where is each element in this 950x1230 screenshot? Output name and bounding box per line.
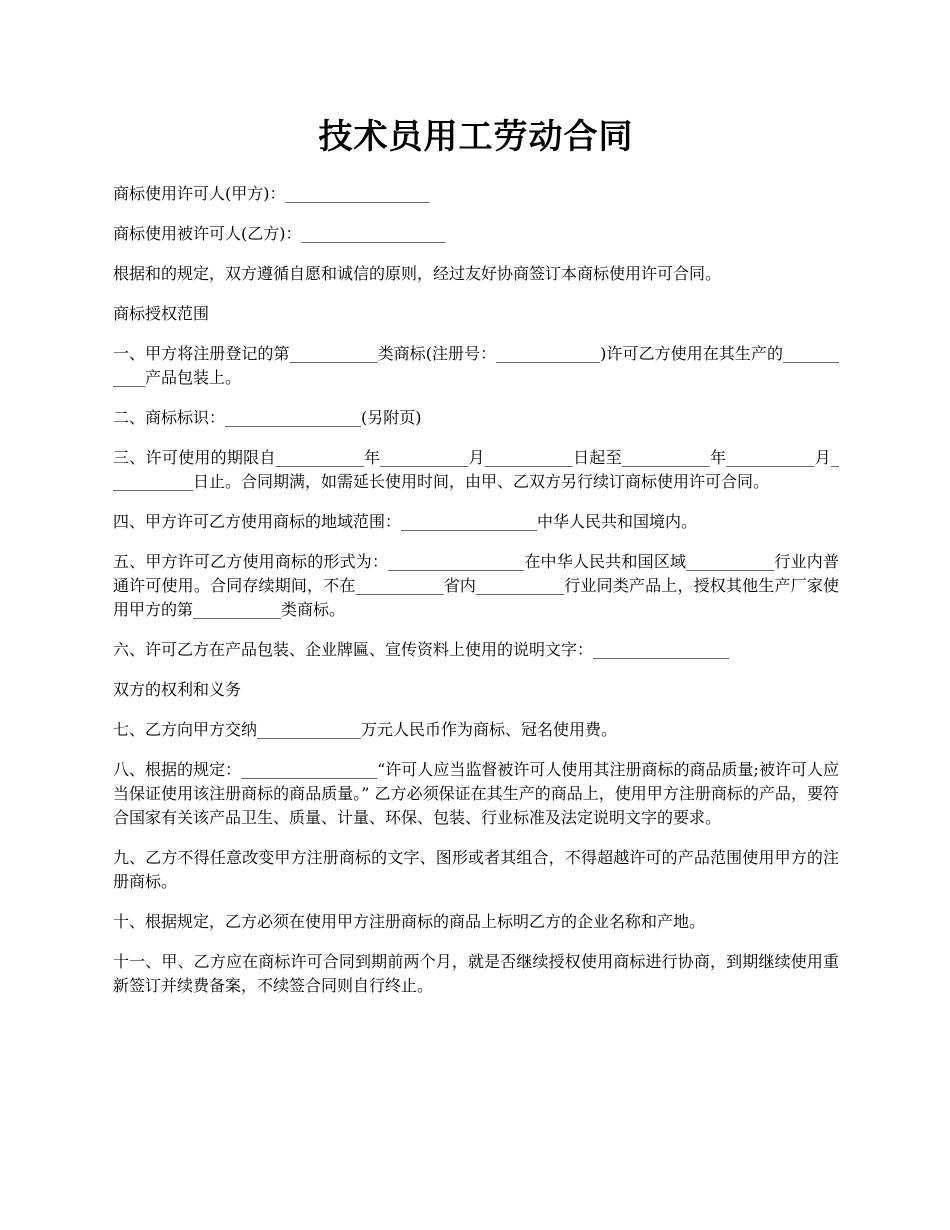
clause-11: 十一、甲、乙方应在商标许可合同到期前两个月，就是否继续授权使用商标进行协商，到期继续使用重新签订并续费备案，不续签合同则自行终止。 [113, 952, 839, 995]
clause-10: 十、根据规定，乙方必须在使用甲方注册商标的商品上标明乙方的企业名称和产地。 [113, 912, 706, 931]
clause-6: 六、许可乙方在产品包装、企业牌匾、宣传资料上使用的说明文字：_________________ [113, 640, 730, 659]
clause-1: 一、甲方将注册登记的第___________类商标(注册号：_____________)许可乙方使用在其生产的___________产品包装上。 [113, 344, 839, 387]
clause-9: 九、乙方不得任意改变甲方注册商标的文字、图形或者其组合，不得超越许可的产品范围使用甲方的注册商标。 [113, 848, 839, 891]
clause-5: 五、甲方许可乙方使用商标的形式为：_________________在中华人民共和国区域___________行业内普通许可使用。合同存续期间，不在___________省内___________行业同类产品上，授权其他生产厂家使用甲方的第___________类商标。 [113, 552, 839, 619]
section-heading-rights: 双方的权利和义务 [113, 680, 242, 699]
clause-2: 二、商标标识：_________________(另附页) [113, 408, 422, 427]
section-heading-scope: 商标授权范围 [113, 304, 210, 323]
document-page [113, 112, 839, 1014]
licensee-line: 商标使用被许可人(乙方)：__________________ [113, 224, 446, 243]
licensor-line: 商标使用许可人(甲方)：__________________ [113, 184, 430, 203]
document-title: 技术员用工劳动合同 [318, 117, 634, 157]
clause-7: 七、乙方向甲方交纳_____________万元人民币作为商标、冠名使用费。 [113, 720, 618, 739]
clause-3: 三、许可使用的期限自___________年___________月___________日起至___________年___________月___________日止。合同期满，如需延长使用时间，由甲、乙双方另行续订商标使用许可合同。 [113, 448, 839, 491]
clause-8: 八、根据的规定：_________________“许可人应当监督被许可人使用其注册商标的商品质量;被许可人应当保证使用该注册商标的商品质量。” 乙方必须保证在其生产的商品上，使用甲方注册商标的产品，要符合国家有关该产品卫生、质量、计量、环保、包装、行业标准及法定说明文字的要求。 [113, 760, 839, 827]
clause-4: 四、甲方许可乙方使用商标的地域范围：_________________中华人民共和国境内。 [113, 512, 698, 531]
preamble-paragraph: 根据和的规定，双方遵循自愿和诚信的原则，经过友好协商签订本商标使用许可合同。 [113, 264, 722, 283]
